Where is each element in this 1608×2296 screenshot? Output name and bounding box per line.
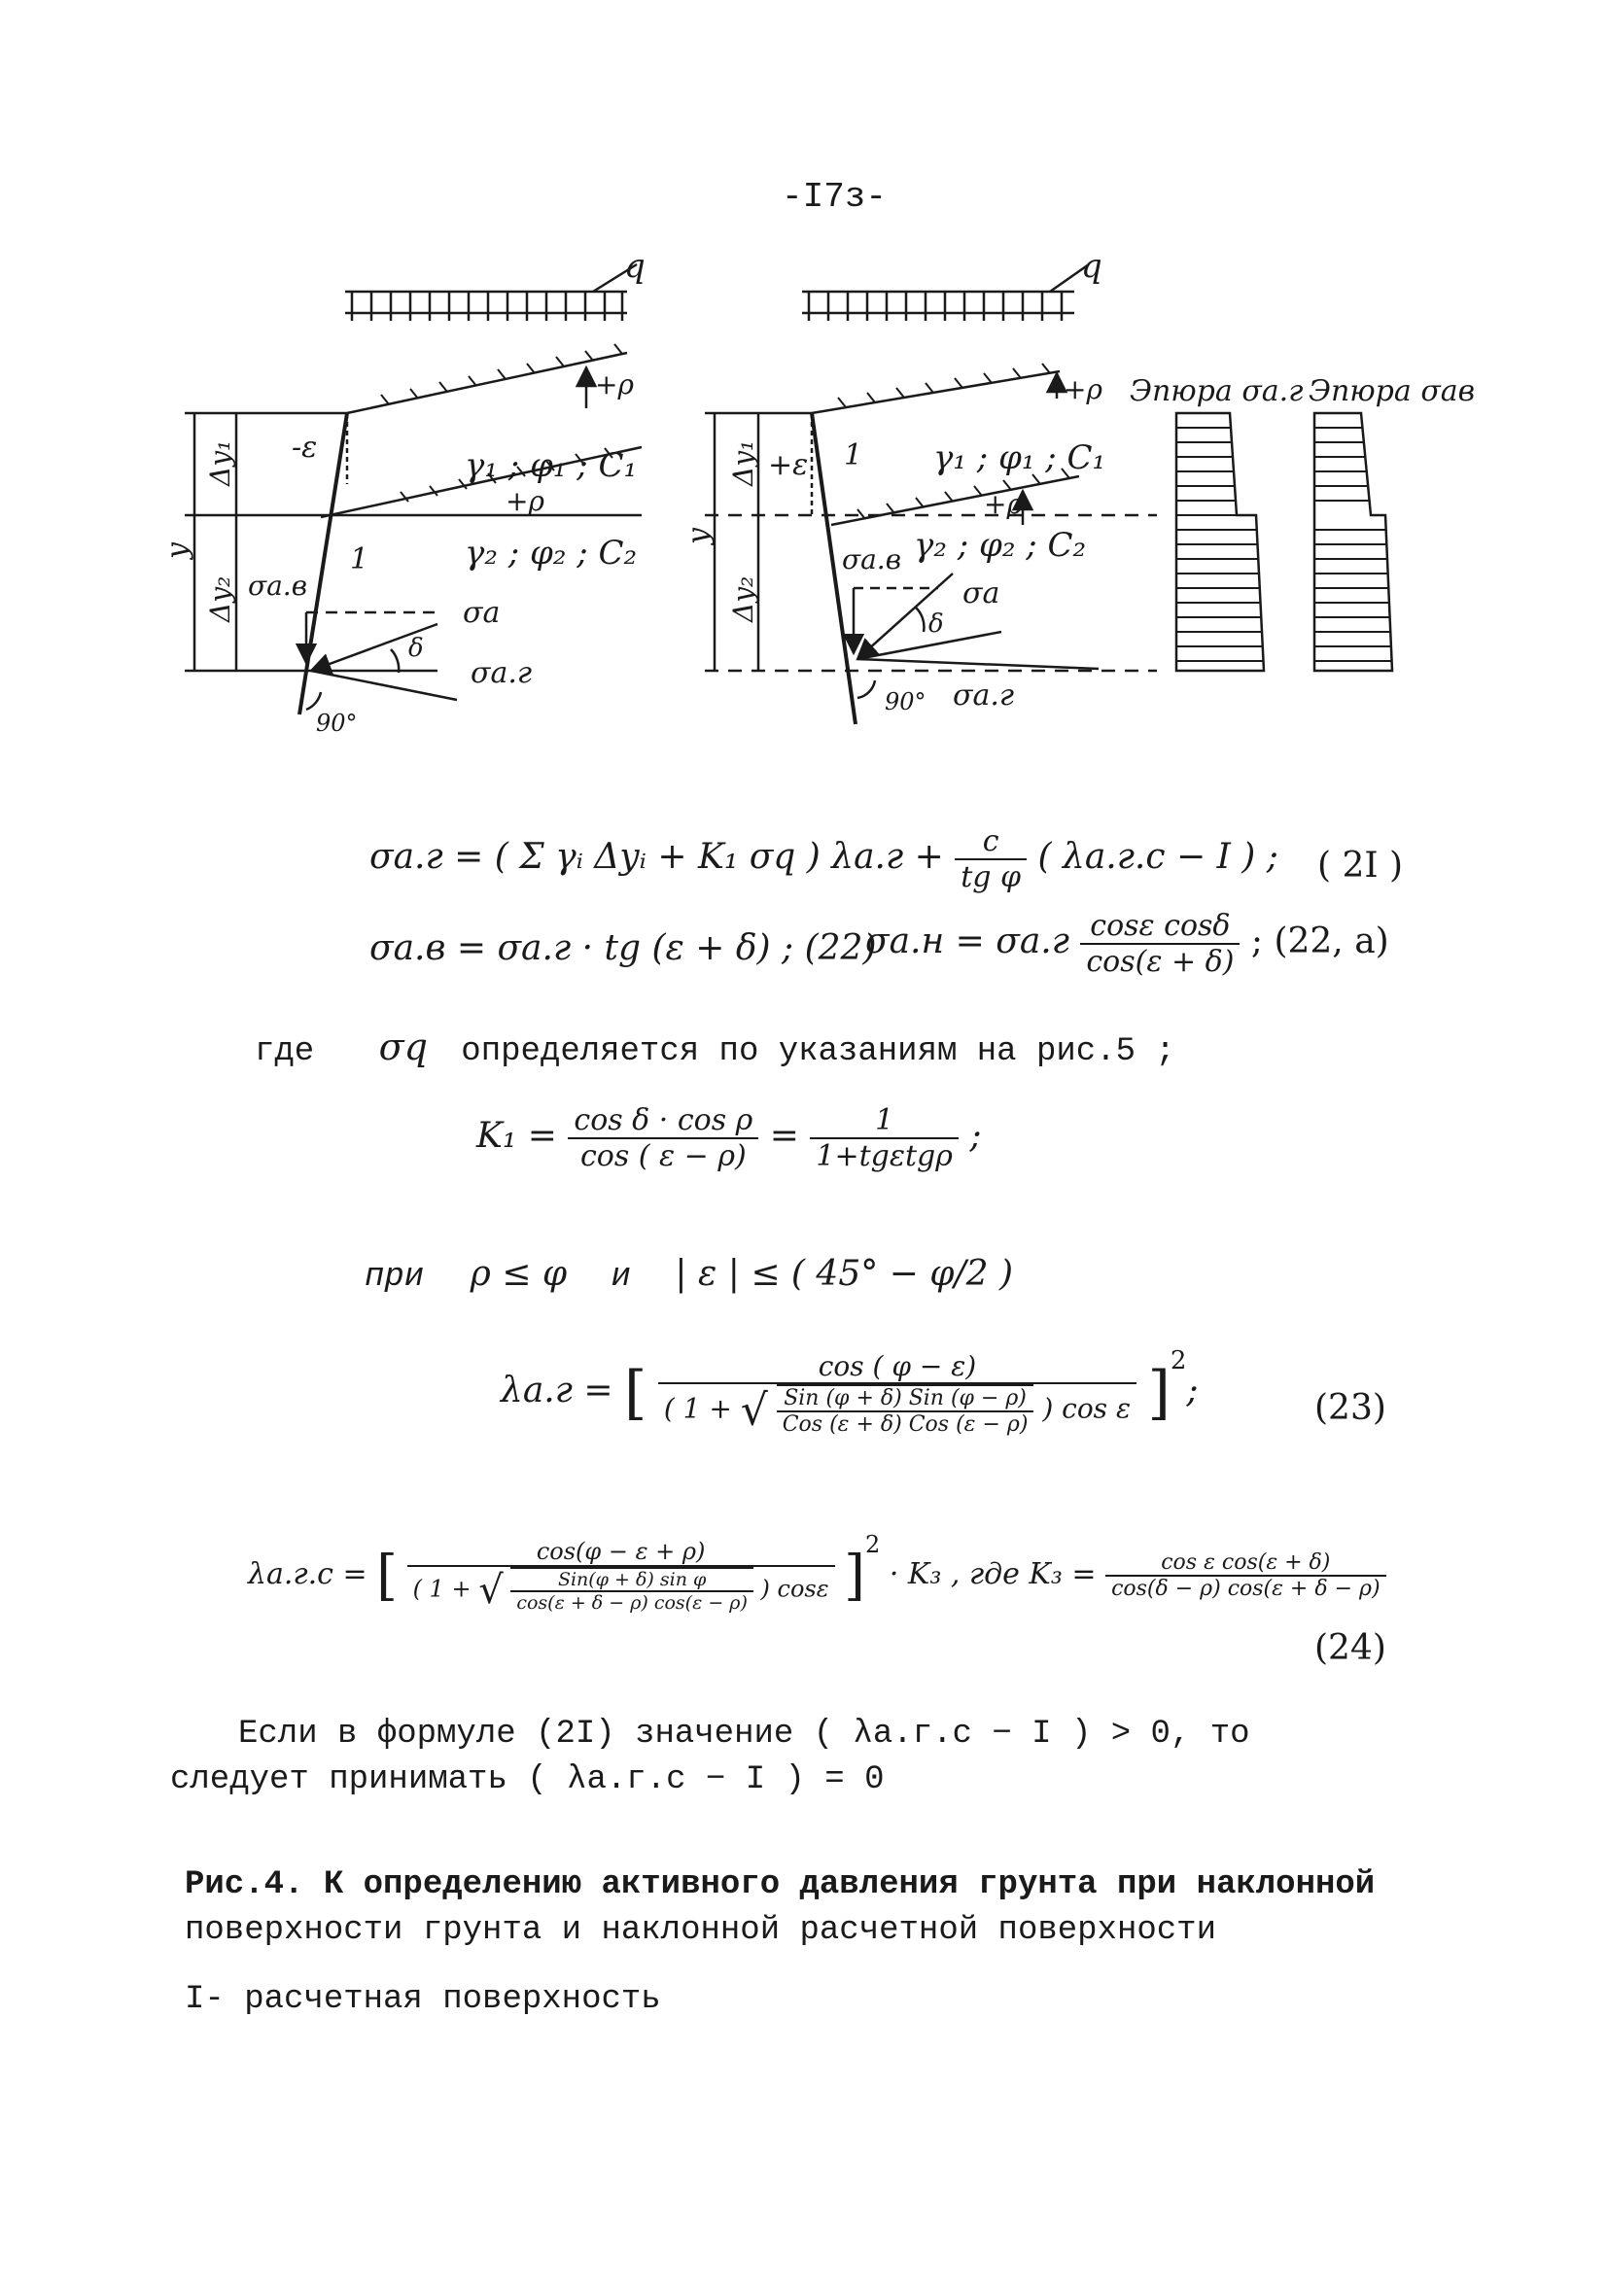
where-text: определяется по указаниям на рис.5 ; xyxy=(461,1033,1175,1070)
right-label-eps: +ε xyxy=(768,448,809,482)
left-label-dy1: Δy₁ xyxy=(204,439,236,486)
caption-line-1: Рис.4. К определению активного давления грунта при наклонной xyxy=(185,1866,1376,1903)
f23-fraction xyxy=(658,1350,1136,1437)
cond-b: | ε | ≤ ( 45° − φ/2 ) xyxy=(675,1254,1013,1294)
f24-root-num: Sin(φ + δ) sin φ xyxy=(510,1569,753,1592)
formula-22: σa.в = σa.г · tg (ε + δ) ; (22) xyxy=(369,928,877,968)
left-label-angle: 90° xyxy=(316,710,358,737)
f22a-den: cos(ε + δ) xyxy=(1086,945,1235,979)
legend-1: I- расчетная поверхность xyxy=(185,1981,661,2018)
left-label-layer2: γ₂ ; φ₂ ; C₂ xyxy=(465,534,638,573)
formula-22a xyxy=(865,909,1389,979)
f22a-number: ; (22, a) xyxy=(1250,922,1389,961)
right-label-sigma-a: σa xyxy=(962,576,1000,610)
f24-fraction xyxy=(407,1538,835,1614)
left-label-rho-mid: +ρ xyxy=(506,485,544,517)
f24-root-den: cos(ε + δ − ρ) cos(ε − ρ) xyxy=(516,1592,748,1614)
left-label-delta: δ xyxy=(408,634,424,663)
k1-den: cos ( ε − ρ) xyxy=(580,1139,747,1173)
k1-end: ; xyxy=(969,1116,982,1156)
where-symbol: σq xyxy=(378,1026,428,1068)
f24-mid: · K₃ , где K₃ = xyxy=(889,1557,1097,1591)
f23-lhs: λa.г = xyxy=(501,1371,613,1410)
formula-k1 xyxy=(476,1103,981,1173)
f24-k3-den: cos(δ − ρ) cos(ε + δ − ρ) xyxy=(1111,1577,1381,1601)
f23-root-num: Sin (φ + δ) Sin (φ − ρ) xyxy=(777,1386,1034,1412)
right-label-dy1: Δy₁ xyxy=(727,439,759,486)
left-label-sigma-ag: σa.г xyxy=(471,656,533,690)
formula-21 xyxy=(369,824,1278,894)
cond-word: при xyxy=(365,1259,425,1296)
right-label-y: y xyxy=(682,528,716,544)
f24-power: 2 xyxy=(865,1531,881,1558)
f21-den: tg φ xyxy=(961,860,1022,894)
formula-21-number: ( 2I ) xyxy=(1317,846,1404,886)
epure-label-sigma-ag: Эпюра σa.г xyxy=(1130,374,1304,408)
right-label-q: q xyxy=(1081,247,1102,286)
left-label-sigma-a: σa xyxy=(463,596,501,630)
f21-fraction xyxy=(955,824,1027,894)
left-label-dy2: Δy₂ xyxy=(204,575,236,622)
right-label-layer1: γ₁ ; φ₁ ; C₁ xyxy=(933,438,1106,477)
formula-23: λa.г = [ cos ( φ − ε) ( 1 + √ $\frac{\text{Sin (φ + δ) Sin (φ − ρ)}}{\text{Cos (ε + δ) Cos (ε − ρ)}}$ ) cos ε ]$^2$; xyxy=(501,1346,1199,1437)
f24-den-b: ) cosε xyxy=(760,1575,829,1603)
f23-root-den: Cos (ε + δ) Cos (ε − ρ) xyxy=(782,1411,1029,1437)
page-number: -I7з- xyxy=(782,177,888,217)
right-label-rho-top: +ρ xyxy=(1064,373,1102,405)
left-label-y: y xyxy=(160,542,194,559)
f24-den: ( 1 + √ $\frac{\text{Sin(φ + δ) sin φ}}{\cos(\varepsilon + \delta - \rho) \cos(\varepsilon - \rho)}$ ) cosε xyxy=(412,1568,829,1614)
epure-sigma-ab xyxy=(1314,413,1392,671)
f22a-fraction xyxy=(1080,909,1240,979)
k1-lhs: K₁ = xyxy=(476,1116,557,1156)
right-diagram xyxy=(705,264,1157,724)
note-line-2: следует принимать ( λa.г.c − I ) = 0 xyxy=(170,1761,885,1798)
cond-and: и xyxy=(611,1259,631,1296)
k1-num2: 1 xyxy=(810,1103,958,1139)
left-label-eps: -ε xyxy=(292,431,318,465)
f24-den-a: ( 1 + xyxy=(412,1575,472,1603)
right-label-angle: 90° xyxy=(885,688,926,715)
right-label-dy2: Δy₂ xyxy=(727,575,759,622)
k1-eq: = xyxy=(769,1116,799,1156)
right-label-sigma-ag: σa.г xyxy=(953,678,1015,713)
right-label-rho-mid: +ρ xyxy=(984,488,1023,520)
formula-23-number: (23) xyxy=(1314,1388,1386,1428)
epure-sigma-ag xyxy=(1176,413,1264,671)
f23-den: ( 1 + √ $\frac{\text{Sin (φ + δ) Sin (φ − ρ)}}{\text{Cos (ε + δ) Cos (ε − ρ)}}$ ) cos ε xyxy=(663,1385,1131,1437)
caption-line-2: поверхности грунта и наклонной расчетной поверхности xyxy=(185,1912,1216,1949)
left-label-surface: 1 xyxy=(350,542,369,576)
k1-den2: 1+tgεtgρ xyxy=(816,1139,953,1173)
left-label-rho-top: +ρ xyxy=(595,368,634,400)
f23-den-b: ) cos ε xyxy=(1042,1392,1131,1424)
f24-k3-fraction xyxy=(1105,1550,1385,1601)
f23-num: cos ( φ − ε) xyxy=(658,1350,1136,1384)
f23-power: 2 xyxy=(1170,1346,1187,1375)
k1-fraction-2 xyxy=(810,1103,958,1173)
right-load-q xyxy=(802,264,1089,321)
where-line xyxy=(255,1026,1175,1070)
f22a-lhs: σa.н = σa.г xyxy=(865,922,1069,961)
f21-rhs: ( λa.г.c − I ) ; xyxy=(1037,837,1278,877)
figure-active-pressure xyxy=(0,0,1608,758)
f23-den-a: ( 1 + xyxy=(663,1392,732,1424)
left-label-layer1: γ₁ ; φ₁ ; C₁ xyxy=(465,446,638,485)
f24-lhs: λa.г.c = xyxy=(248,1557,367,1591)
f23-root xyxy=(777,1384,1034,1437)
left-label-sigma-ab: σa.в xyxy=(248,570,308,602)
f21-num: c xyxy=(955,824,1027,860)
cond-a: ρ ≤ φ xyxy=(470,1254,568,1294)
condition-line xyxy=(365,1254,1013,1296)
right-label-delta: δ xyxy=(928,609,944,639)
note-line-1: Если в формуле (2I) значение ( λa.г.c − I ) > 0, то xyxy=(238,1716,1250,1753)
f24-k3-num: cos ε cos(ε + δ) xyxy=(1105,1550,1385,1577)
formula-24-number: (24) xyxy=(1314,1628,1386,1668)
f22a-num: cosε cosδ xyxy=(1080,909,1240,945)
left-load-q xyxy=(345,264,637,321)
epure-label-sigma-ab: Эпюра σaв xyxy=(1309,374,1476,408)
right-label-layer2: γ₂ ; φ₂ ; C₂ xyxy=(914,526,1087,565)
f24-num: cos(φ − ε + ρ) xyxy=(407,1538,835,1567)
f24-root xyxy=(510,1567,753,1614)
right-label-sigma-ab: σa.в xyxy=(842,543,902,575)
k1-num: cos δ · cos ρ xyxy=(568,1103,758,1139)
right-label-surface: 1 xyxy=(844,438,863,472)
f21-lhs: σa.г = ( Σ γᵢ Δyᵢ + K₁ σq ) λa.г + xyxy=(369,837,944,877)
k1-fraction-1 xyxy=(568,1103,758,1173)
formula-24: λa.г.c = [ cos(φ − ε + ρ) ( 1 + √ $\frac{\text{Sin(φ + δ) sin φ}}{\cos(\varepsilon + \delta - \rho) \cos(\varepsilon - \rho)}$ ) cosε ]$^2$ · K₃ , где K₃ = $\frac{\text{cos ε cos(ε + δ)}}{\cos(\delta - \rho) \cos(\varepsilon + \delta - \rho)}$ xyxy=(248,1531,1386,1614)
where-word: где xyxy=(255,1033,315,1070)
left-label-q: q xyxy=(624,247,646,286)
